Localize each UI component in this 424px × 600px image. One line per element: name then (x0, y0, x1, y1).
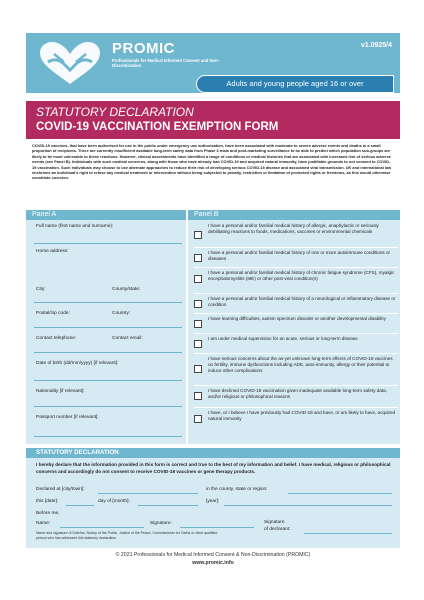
month-field[interactable] (138, 505, 198, 506)
dob-field[interactable] (34, 380, 182, 381)
header-banner (26, 33, 400, 93)
divider (194, 267, 398, 268)
declaration-heading: STATUTORY DECLARATION (26, 448, 400, 458)
postal-country-field[interactable] (34, 327, 182, 328)
country-label: Country: (112, 311, 131, 316)
declaration-section (26, 448, 400, 548)
heart-hands-logo-icon (34, 40, 106, 88)
brand-block (112, 41, 222, 68)
year-field[interactable] (224, 505, 392, 506)
date-field[interactable] (66, 505, 94, 506)
title-band (26, 101, 400, 139)
dob-label: Date of birth (dd/mm/yyyy) [if relevant]: (36, 361, 119, 366)
region-field[interactable] (288, 493, 392, 494)
list-item-text: I am under medical supervision for an acute, serious or long-term disease (208, 336, 358, 341)
postal-code-label: Postal/zip code: (36, 311, 70, 316)
declarant-signature-label-2: of declarant: (264, 527, 291, 532)
checkbox[interactable] (194, 320, 202, 328)
passport-label: Passport number [if relevant]: (36, 415, 99, 420)
declared-at-label: Declared at [city/town]: (36, 487, 85, 492)
nationality-field[interactable] (34, 406, 182, 407)
list-item-text: I have declined COVID-19 vaccination given inadequate available long-term safety data, and/or religious or philosophical reasons (208, 388, 388, 399)
footer (26, 551, 400, 567)
region-label: in the county, state or region: (206, 487, 268, 492)
divider (194, 353, 398, 354)
email-label: Contact email: (112, 336, 143, 341)
county-label: County/state: (112, 287, 141, 292)
witness-name-label: Name: (36, 521, 51, 526)
declaration-text: I hereby declare that the information provided in this form is correct and true to the best of my information and belief. I have medical, religious or philosophical concerns and accordingly do not consent to receive COVID-19 vaccines or gene therapy products. (36, 462, 391, 474)
checkbox[interactable] (194, 254, 202, 262)
list-item-text: I have a personal and/or familial medical history of chronic fatigue syndrome (CFS), myalgic encephalomyelitis (ME) or other post-viral condition(s) (208, 270, 395, 281)
brand-name: PROMIC (112, 40, 175, 57)
date-label: this [date]: (36, 499, 59, 504)
year-label: [year]: (206, 499, 220, 504)
list-item-text: I have learning difficulties, autism spectrum disorder or another developmental disability (208, 316, 386, 321)
witness-signature-label: Signature: (150, 521, 172, 526)
home-address-field[interactable] (34, 302, 182, 303)
brand-subtitle: Professionals for Medical Informed Consent and Non-Discrimination (112, 58, 220, 68)
nationality-label: Nationality [if relevant]: (36, 389, 85, 394)
divider (194, 293, 398, 294)
panel-a (26, 210, 186, 444)
checkbox[interactable] (194, 300, 202, 308)
form-title-line1: STATUTORY DECLARATION (36, 105, 194, 119)
full-name-field[interactable] (34, 243, 182, 244)
list-item-text: I have a personal and/or familial medical history of a neurological or inflammatory disease or condition (208, 296, 396, 307)
divider (194, 247, 398, 248)
passport-field[interactable] (34, 436, 182, 437)
panel-b-heading: Panel B (188, 210, 400, 220)
witness-signature-field[interactable] (180, 527, 254, 528)
checkbox[interactable] (194, 392, 202, 400)
before-me-label: Before me, (36, 511, 60, 516)
list-item-text: I have a personal and/or familial medical history of allergic, anaphylactic or seriously debilitating reactions to foods, medications, vaccines or environmental chemicals (208, 223, 379, 234)
intro-paragraph: COVID-19 vaccines, that have been authorised for use in the public under emergency use authorisation, have been associated with moderate to severe adverse events and deaths in a small proportion of recipients. There are currently insufficient available long-term safety data from Phase 3 trials and post-marketing surveillance to be able to predict which population sub-groups are likely to be most vulnerable to these reactions. However, clinical assessments have identified a range of conditions or medical histories that are associated with increased risk of serious adverse events (see Panel B). Individuals with such medical concerns, along with those who have already had COVID-19 and acquired natural immunity, have justifiable grounds to not consent to COVID-19 vaccination. Such individuals may choose to use alternate approaches to reduce their risk of developing serious COVID-19 disease and associated viral transmission. UK and international law enshrines an individual's right to refuse any medical treatment or intervention without being subjected to penalty, restriction or limitation of protected rights or freedoms, as this would otherwise constitute coercion. (32, 143, 392, 181)
full-name-label: Full name (first name and surname): (36, 224, 114, 229)
copyright-text: © 2021 Professionals for Medical Informed Consent & Non-Discrimination (PROMIC) (115, 552, 311, 558)
declarant-signature-label: Signature (264, 520, 285, 525)
month-label: day of [month]: (98, 499, 130, 504)
city-label: City: (36, 287, 46, 292)
checkbox[interactable] (194, 365, 202, 373)
home-address-label: Home address: (36, 249, 69, 254)
checkbox[interactable] (194, 415, 202, 423)
checkbox[interactable] (194, 231, 202, 239)
audience-badge: Adults and young people aged 16 or over (196, 75, 394, 93)
panel-a-heading: Panel A (26, 210, 186, 220)
checkbox[interactable] (194, 340, 202, 348)
list-item-text: I have, or I believe I have previously had COVID-19 and have, or am likely to have, acquired natural immunity (208, 410, 396, 421)
list-item-text: I have a personal and/or familial medical history of one or more autoimmune conditions or diseases (208, 250, 391, 261)
witness-note: Name and signature of Solicitor, Notary of the Public, Justice of the Peace, Commissioner for Oaths or other qualified person who has witnessed this statutory declaration (36, 531, 218, 540)
declarant-signature-field[interactable] (304, 533, 392, 534)
witness-name-field[interactable] (60, 527, 144, 528)
list-item-text: I have serious concerns about the as-yet unknown long-term effects of COVID-19 vaccines on fertility, immune dysfunctions including ADE, auto-immunity, allergy or their potential to induce other complications (208, 356, 393, 373)
form-title-line2: COVID-19 VACCINATION EXEMPTION FORM (36, 121, 279, 133)
divider (194, 385, 398, 386)
website-link[interactable]: www.promic.info (192, 560, 234, 566)
version-label: v1.0925/4 (360, 42, 392, 49)
phone-label: Contact telephone: (36, 336, 77, 341)
contact-field[interactable] (34, 352, 182, 353)
panel-b (188, 210, 400, 444)
declared-at-field[interactable] (98, 493, 198, 494)
divider (194, 333, 398, 334)
checkbox[interactable] (194, 275, 202, 283)
divider (194, 407, 398, 408)
divider (194, 313, 398, 314)
